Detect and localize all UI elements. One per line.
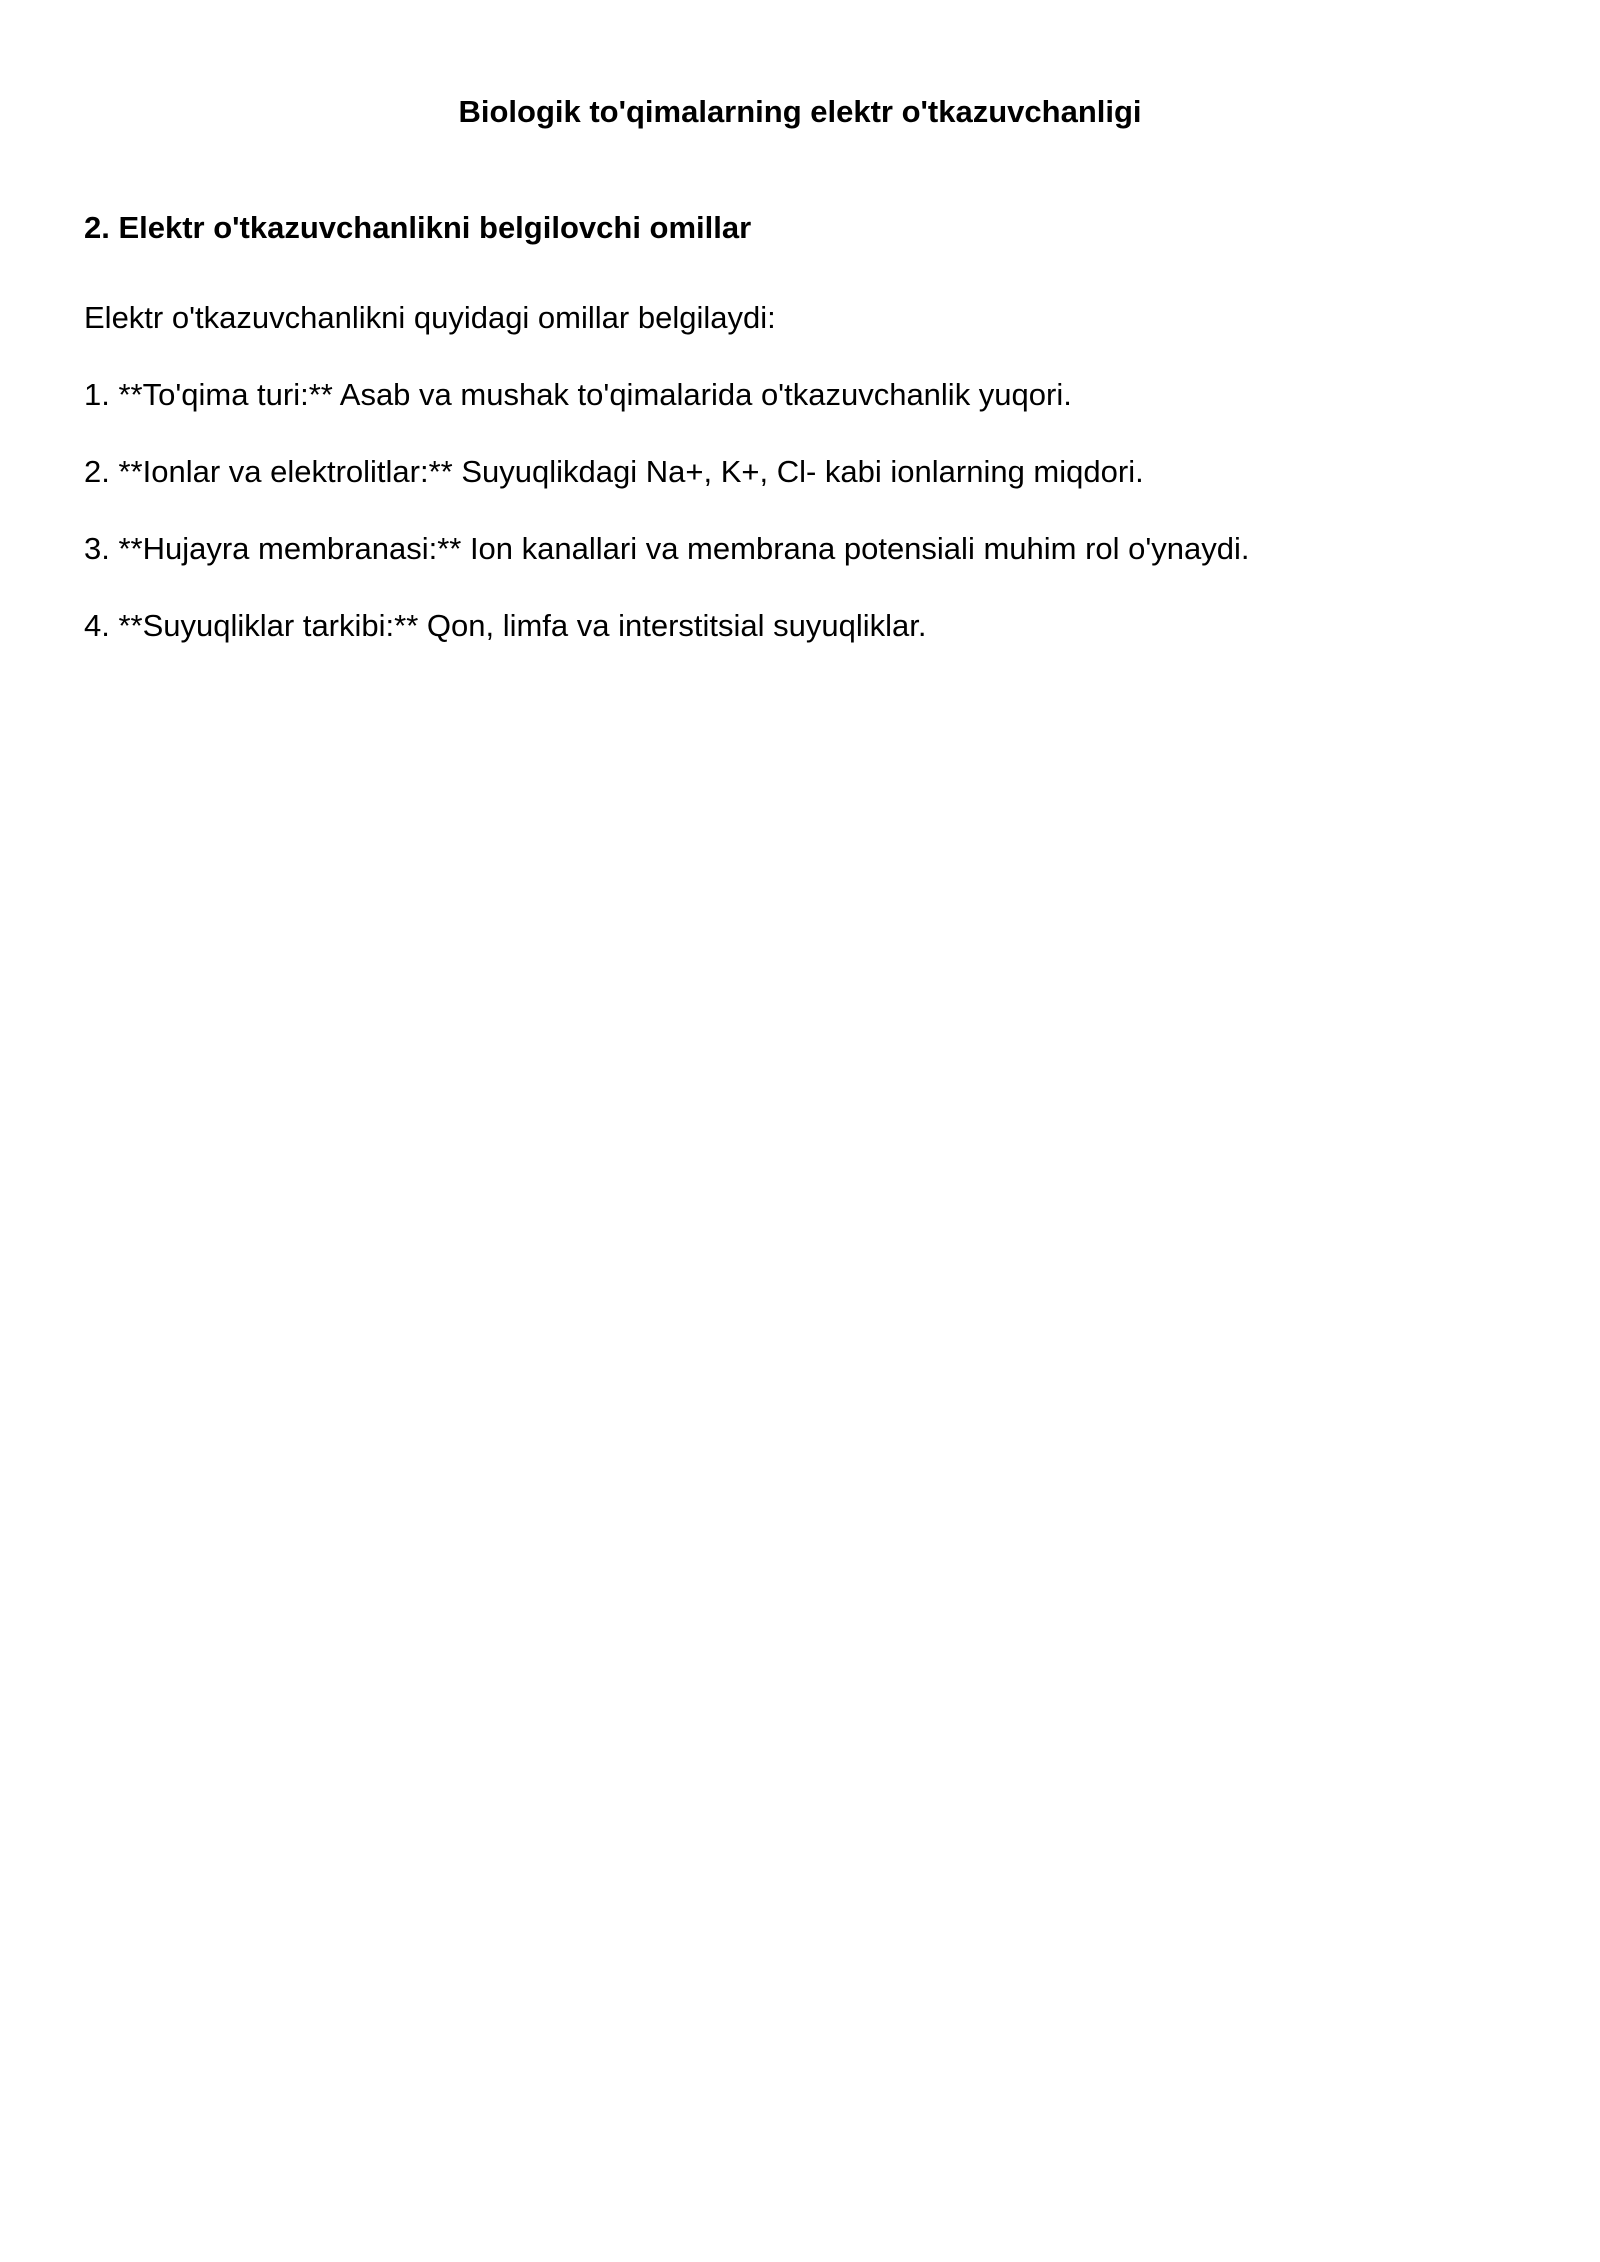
list-item: 3. **Hujayra membranasi:** Ion kanallari va membrana potensiali muhim rol o'ynaydi. bbox=[84, 531, 1250, 566]
list-item: 4. **Suyuqliklar tarkibi:** Qon, limfa va interstitsial suyuqliklar. bbox=[84, 608, 927, 643]
document-title: Biologik to'qimalarning elektr o'tkazuvchanligi bbox=[458, 94, 1142, 129]
section-heading: 2. Elektr o'tkazuvchanlikni belgilovchi omillar bbox=[84, 210, 752, 245]
list-item: 2. **Ionlar va elektrolitlar:** Suyuqlikdagi Na+, K+, Cl- kabi ionlarning miqdori. bbox=[84, 454, 1144, 489]
intro-paragraph: Elektr o'tkazuvchanlikni quyidagi omillar belgilaydi: bbox=[84, 300, 776, 335]
list-item: 1. **To'qima turi:** Asab va mushak to'qimalarida o'tkazuvchanlik yuqori. bbox=[84, 377, 1072, 412]
